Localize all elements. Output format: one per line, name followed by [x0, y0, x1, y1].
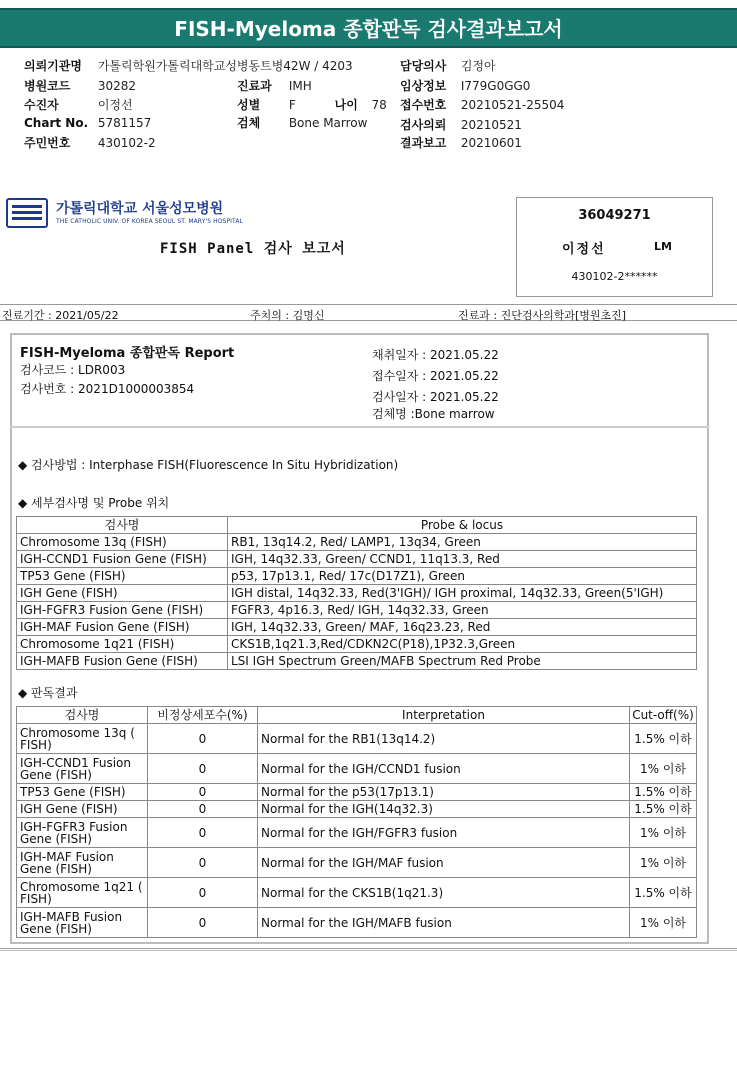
probe-test-name: Chromosome 1q21 (FISH) [17, 636, 228, 653]
probe-table [16, 516, 697, 670]
clinical-info-value: I779G0GG0 [460, 79, 531, 93]
result-cutoff: 1% 이하 [630, 848, 697, 878]
table-row [17, 551, 697, 568]
probe-locus: p53, 17p13.1, Red/ 17c(D17Z1), Green [228, 568, 697, 585]
result-header-abnormal-pct: 비정상세포수(%) [148, 707, 258, 724]
patient-id-code: LM [654, 240, 672, 253]
result-cutoff: 1% 이하 [630, 908, 697, 938]
probe-locus: LSI IGH Spectrum Green/MAFB Spectrum Red Probe [228, 653, 697, 670]
tested-date: 검사일자 : 2021.05.22 [372, 390, 499, 404]
result-test-name: IGH-MAF Fusion Gene (FISH) [17, 848, 148, 878]
table-row [17, 568, 697, 585]
probe-test-name: IGH-MAF Fusion Gene (FISH) [17, 619, 228, 636]
patient-name-value: 이정선 [97, 98, 133, 112]
result-table-header [17, 707, 697, 724]
section-divider [10, 426, 709, 428]
result-abnormal-pct: 0 [148, 818, 258, 848]
result-interpretation: Normal for the IGH/MAF fusion [258, 848, 630, 878]
department-value: IMH [288, 79, 312, 93]
bottom-divider [0, 948, 737, 951]
age-value: 78 [371, 98, 387, 112]
referring-institution-label: 의뢰기관명 [24, 59, 82, 73]
probe-header-locus: Probe & locus [228, 517, 697, 534]
collected-date: 채취일자 : 2021.05.22 [372, 348, 499, 362]
result-cutoff: 1% 이하 [630, 818, 697, 848]
result-abnormal-pct: 0 [148, 908, 258, 938]
result-header-cutoff: Cut-off(%) [630, 707, 697, 724]
result-header-interpretation: Interpretation [258, 707, 630, 724]
result-interpretation: Normal for the IGH/MAFB fusion [258, 908, 630, 938]
accession-number-value: 20210521-25504 [460, 98, 565, 112]
visit-info-line [0, 304, 737, 321]
result-test-name: IGH Gene (FISH) [17, 801, 148, 818]
probe-locus: CKS1B,1q21.3,Red/CDKN2C(P18),1P32.3,Green [228, 636, 697, 653]
result-test-name: IGH-CCND1 Fusion Gene (FISH) [17, 754, 148, 784]
patient-name-label: 수진자 [24, 98, 59, 112]
result-interpretation: Normal for the RB1(13q14.2) [258, 724, 630, 754]
chart-no-label: Chart No. [24, 116, 89, 130]
sex-label: 성별 [237, 98, 261, 112]
resident-number-value: 430102-2 [97, 136, 156, 150]
chart-no-field [24, 116, 151, 130]
patient-id-box [516, 197, 713, 297]
report-title-bar: FISH-Myeloma 종합판독 검사결과보고서 [0, 8, 737, 48]
hospital-code-value: 30282 [97, 79, 137, 93]
hospital-code-field [24, 77, 136, 94]
result-cutoff: 1.5% 이하 [630, 801, 697, 818]
resident-number-field [24, 134, 156, 151]
header-row-1 [24, 57, 353, 74]
result-test-name: IGH-FGFR3 Fusion Gene (FISH) [17, 818, 148, 848]
sex-value: F [288, 98, 296, 112]
department-label: 진료과 [237, 79, 272, 93]
probe-locus: RB1, 13q14.2, Red/ LAMP1, 13q34, Green [228, 534, 697, 551]
result-cutoff: 1.5% 이하 [630, 724, 697, 754]
table-row [17, 784, 697, 801]
report-name: FISH-Myeloma 종합판독 Report [20, 346, 235, 361]
hospital-logo [6, 198, 244, 230]
probe-test-name: Chromosome 13q (FISH) [17, 534, 228, 551]
accession-number-label: 접수번호 [400, 98, 447, 112]
patient-name-field [24, 96, 133, 113]
result-abnormal-pct: 0 [148, 754, 258, 784]
hospital-emblem-icon [6, 198, 48, 228]
result-cutoff: 1.5% 이하 [630, 784, 697, 801]
result-abnormal-pct: 0 [148, 724, 258, 754]
clinical-info-label: 임상정보 [400, 79, 447, 93]
hospital-code-label: 병원코드 [24, 79, 71, 93]
result-interpretation: Normal for the IGH/FGFR3 fusion [258, 818, 630, 848]
hospital-subtitle: THE CATHOLIC UNIV. OF KOREA SEOUL ST. MARY'S HOSPITAL [56, 218, 244, 225]
result-interpretation: Normal for the p53(17p13.1) [258, 784, 630, 801]
table-row [17, 848, 697, 878]
accession-number-field [400, 96, 564, 113]
result-report-label: 결과보고 [400, 136, 447, 150]
resident-number-label: 주민번호 [24, 136, 71, 150]
probe-header-test-name: 검사명 [17, 517, 228, 534]
result-test-name: IGH-MAFB Fusion Gene (FISH) [17, 908, 148, 938]
visit-date: 진료기간 : 2021/05/22 [2, 309, 119, 322]
patient-id-number: 36049271 [578, 208, 651, 223]
test-request-value: 20210521 [460, 118, 522, 132]
table-row [17, 585, 697, 602]
result-abnormal-pct: 0 [148, 878, 258, 908]
test-request-label: 검사의뢰 [400, 118, 447, 132]
result-cutoff: 1.5% 이하 [630, 878, 697, 908]
age-label: 나이 [334, 98, 358, 112]
sex-field [237, 96, 387, 113]
clinical-info-field [400, 77, 530, 94]
result-test-name: Chromosome 1q21 ( FISH) [17, 878, 148, 908]
table-row [17, 653, 697, 670]
specimen-field [237, 114, 367, 131]
received-date: 접수일자 : 2021.05.22 [372, 369, 499, 383]
probe-test-name: IGH Gene (FISH) [17, 585, 228, 602]
probe-test-name: TP53 Gene (FISH) [17, 568, 228, 585]
result-report-field [400, 134, 522, 151]
specimen-label: 검체 [237, 116, 261, 130]
table-row [17, 636, 697, 653]
table-row [17, 534, 697, 551]
probe-test-name: IGH-FGFR3 Fusion Gene (FISH) [17, 602, 228, 619]
result-interpretation: Normal for the CKS1B(1q21.3) [258, 878, 630, 908]
table-row [17, 818, 697, 848]
table-row [17, 724, 697, 754]
result-abnormal-pct: 0 [148, 784, 258, 801]
probe-locus: IGH, 14q32.33, Green/ CCND1, 11q13.3, Red [228, 551, 697, 568]
probe-locus: IGH, 14q32.33, Green/ MAF, 16q23.23, Red [228, 619, 697, 636]
test-code: 검사코드 : LDR003 [20, 363, 126, 377]
test-number: 검사번호 : 2021D1000003854 [20, 382, 195, 396]
probe-locus: IGH distal, 14q32.33, Red(3'IGH)/ IGH proximal, 14q32.33, Green(5'IGH) [228, 585, 697, 602]
attending-doctor-field [400, 57, 496, 74]
chart-no-value: 5781157 [97, 116, 152, 130]
table-row [17, 878, 697, 908]
probe-table-header [17, 517, 697, 534]
test-method: ◆ 검사방법 : Interphase FISH(Fluorescence In Situ Hybridization) [18, 458, 399, 472]
attending-doctor-label: 담당의사 [400, 59, 447, 73]
result-test-name: Chromosome 13q ( FISH) [17, 724, 148, 754]
probe-test-name: IGH-MAFB Fusion Gene (FISH) [17, 653, 228, 670]
table-row [17, 602, 697, 619]
probe-test-name: IGH-CCND1 Fusion Gene (FISH) [17, 551, 228, 568]
result-interpretation: Normal for the IGH(14q32.3) [258, 801, 630, 818]
result-table [16, 706, 697, 938]
table-row [17, 754, 697, 784]
test-request-field [400, 116, 522, 133]
attending-doctor-value: 김정아 [460, 59, 496, 73]
patient-id-name: 이정선 [562, 242, 606, 257]
table-row [17, 619, 697, 636]
result-header-test-name: 검사명 [17, 707, 148, 724]
specimen-name: 검체명 :Bone marrow [372, 407, 495, 421]
result-interpretation: Normal for the IGH/CCND1 fusion [258, 754, 630, 784]
table-row [17, 908, 697, 938]
result-abnormal-pct: 0 [148, 848, 258, 878]
referring-institution-value: 가톨릭학원가톨릭대학교성병동트병42W / 4203 [97, 59, 353, 73]
result-report-value: 20210601 [460, 136, 522, 150]
hospital-name: 가톨릭대학교 서울성모병원 [56, 201, 224, 217]
probe-section-title: ◆ 세부검사명 및 Probe 위치 [18, 496, 170, 510]
probe-locus: FGFR3, 4p16.3, Red/ IGH, 14q32.33, Green [228, 602, 697, 619]
patient-id-rrn: 430102-2****** [571, 270, 658, 283]
table-row [17, 801, 697, 818]
result-section-title: ◆ 판독결과 [18, 686, 78, 700]
panel-report-title: FISH Panel 검사 보고서 [160, 241, 346, 257]
specimen-value: Bone Marrow [288, 116, 368, 130]
visit-department: 진료과 : 진단검사의학과[병원초진] [458, 309, 627, 322]
result-abnormal-pct: 0 [148, 801, 258, 818]
result-cutoff: 1% 이하 [630, 754, 697, 784]
result-test-name: TP53 Gene (FISH) [17, 784, 148, 801]
visit-doctor: 주치의 : 김명신 [250, 309, 325, 322]
department-field [237, 77, 312, 94]
